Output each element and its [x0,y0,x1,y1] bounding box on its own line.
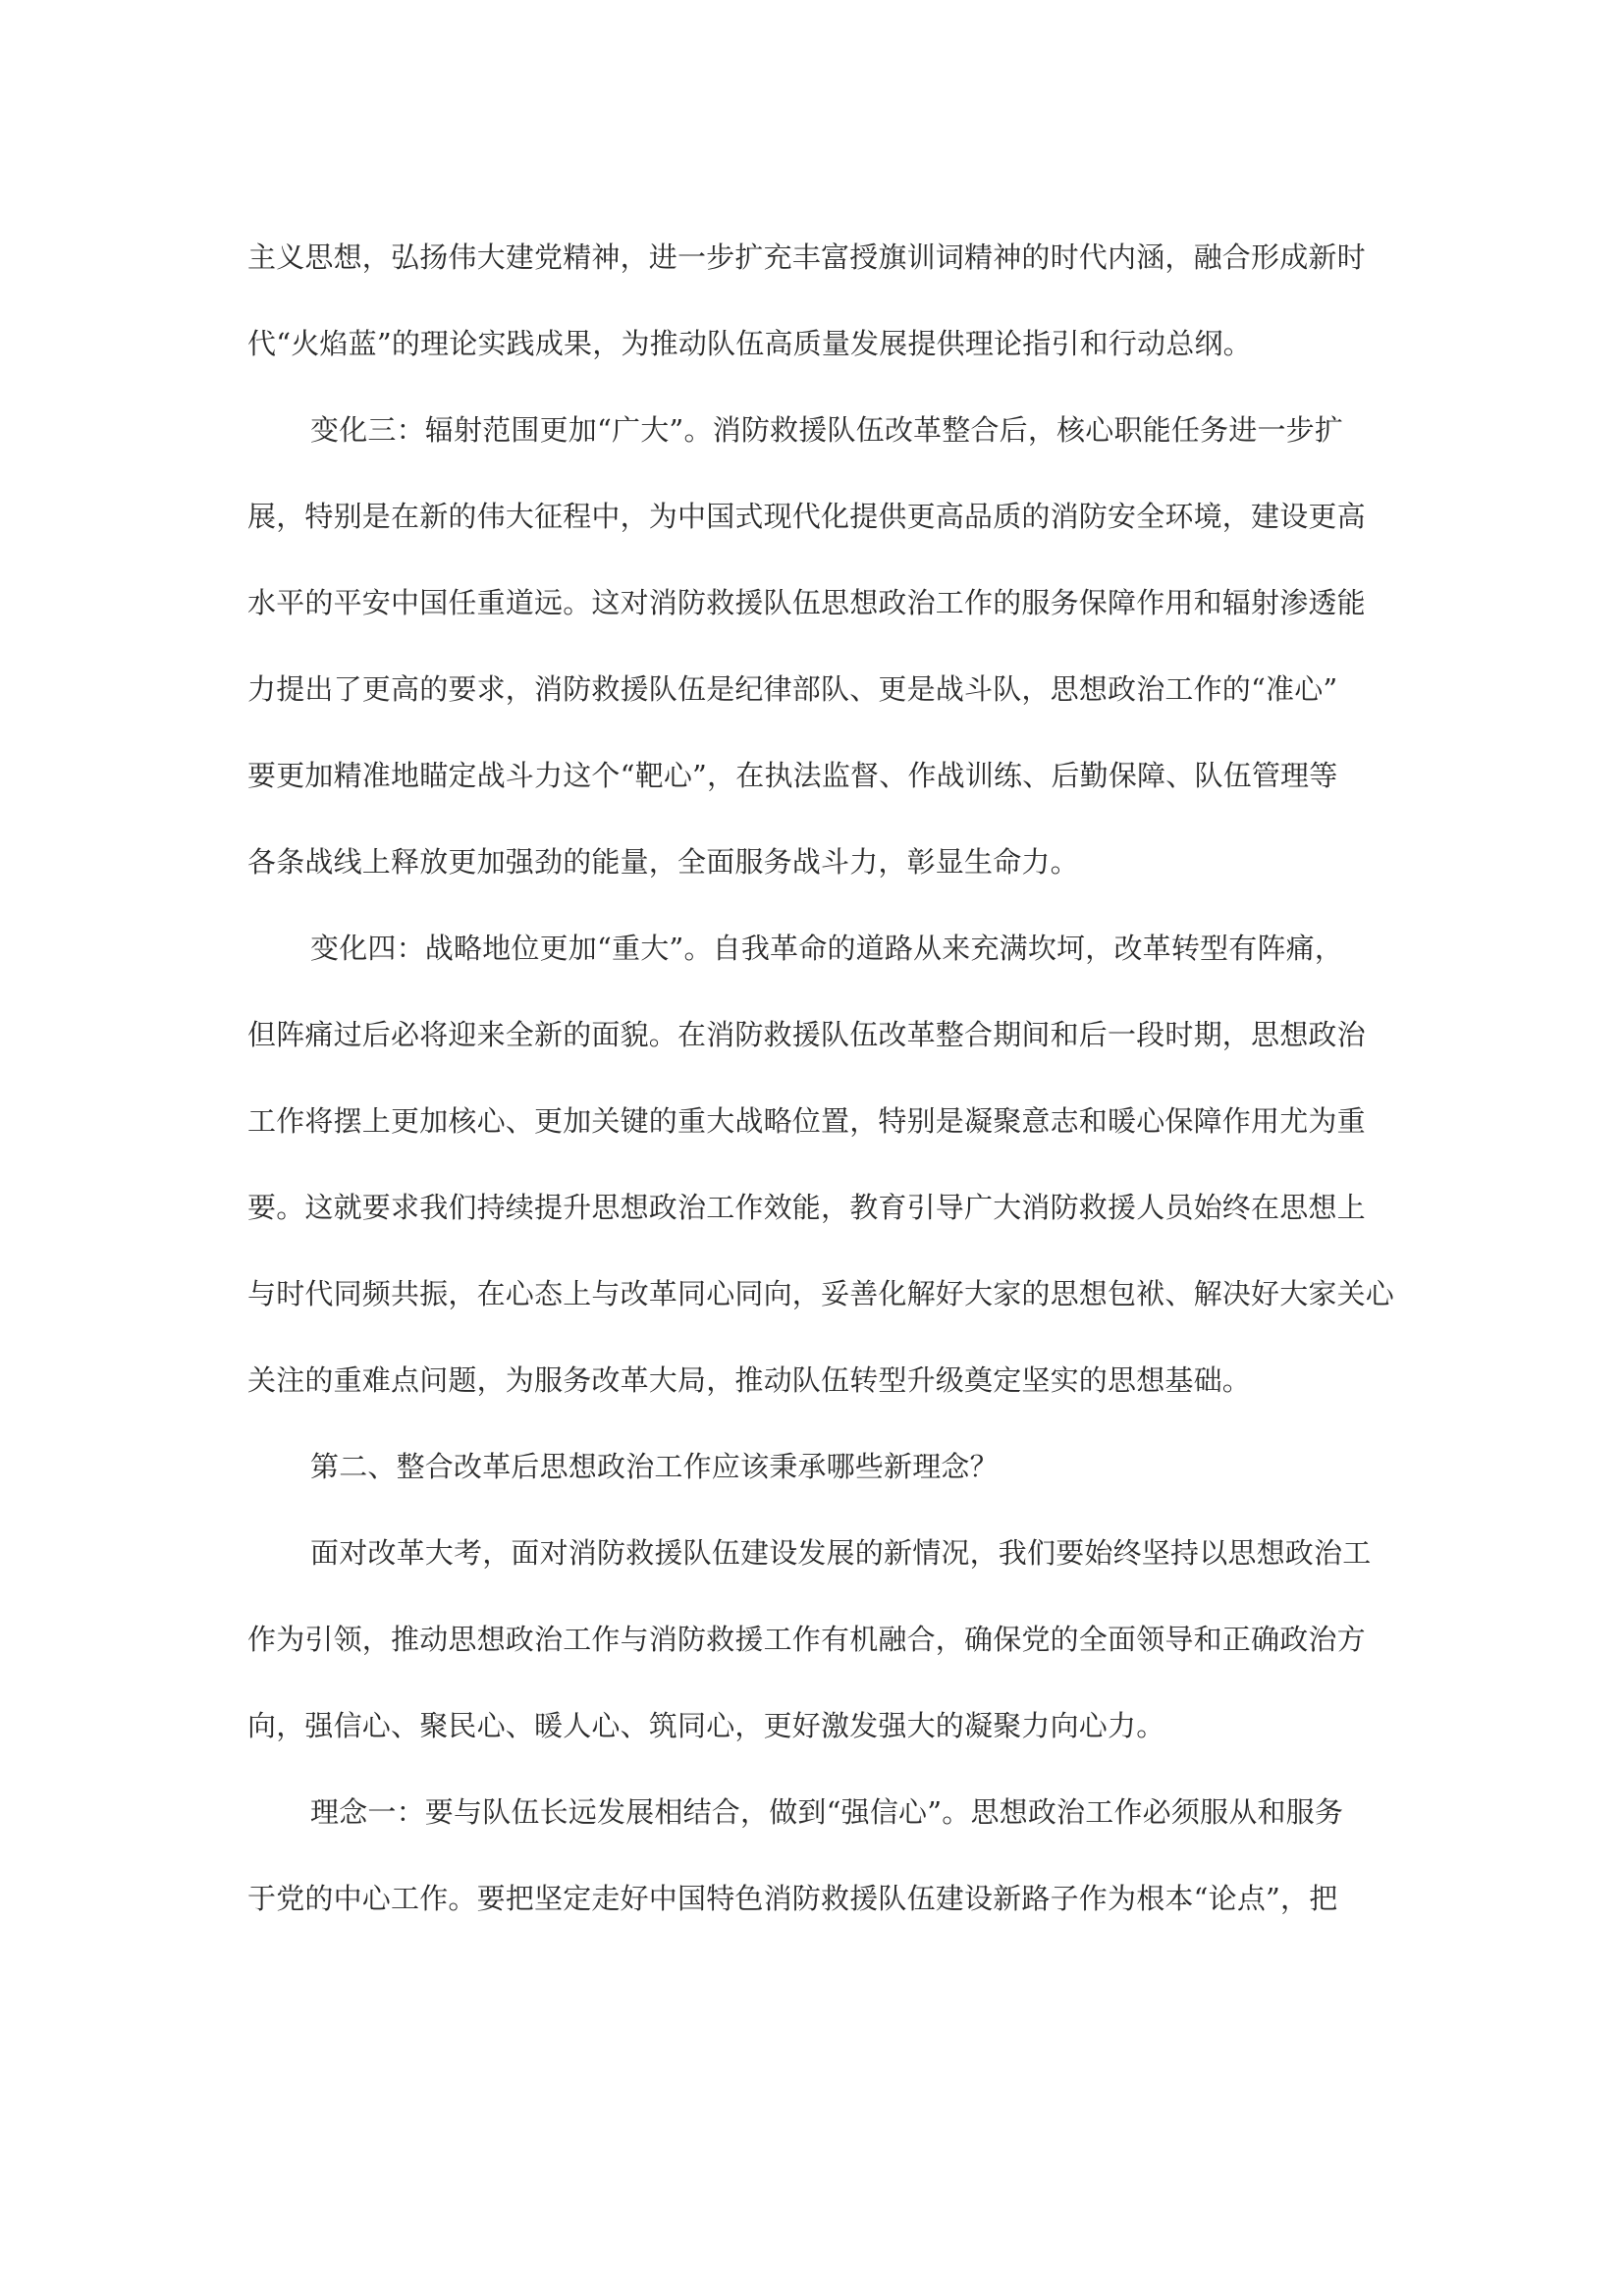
section-heading: 第二、整合改革后思想政治工作应该秉承哪些新理念？ [310,1450,999,1483]
text-line: 力提出了更高的要求，消防救援队伍是纪律部队、更是战斗队，思想政治工作的“准心” [247,672,1338,706]
text-line: 与时代同频共振，在心态上与改革同心同向，妥善化解好大家的思想包袱、解决好大家关心 [247,1277,1395,1310]
text-line: 工作将摆上更加核心、更加关键的重大战略位置，特别是凝聚意志和暖心保障作用尤为重 [247,1104,1366,1138]
document-body [247,236,1395,1963]
text-line: 向，强信心、聚民心、暖人心、筑同心，更好激发强大的凝聚力向心力。 [247,1709,1165,1742]
text-line: 主义思想，弘扬伟大建党精神，进一步扩充丰富授旗训词精神的时代内涵，融合形成新时 [247,240,1366,274]
paragraph-start-line: 面对改革大考，面对消防救援队伍建设发展的新情况，我们要始终坚持以思想政治工 [310,1536,1372,1570]
text-line: 各条战线上释放更加强劲的能量，全面服务战斗力，彰显生命力。 [247,845,1079,879]
text-line: 作为引领，推动思想政治工作与消防救援工作有机融合，确保党的全面领导和正确政治方 [247,1623,1366,1656]
text-line: 水平的平安中国任重道远。这对消防救援队伍思想政治工作的服务保障作用和辐射渗透能 [247,586,1366,619]
text-line: 关注的重难点问题，为服务改革大局，推动队伍转型升级奠定坚实的思想基础。 [247,1363,1252,1397]
text-line: 于党的中心工作。要把坚定走好中国特色消防救援队伍建设新路子作为根本“论点”，把 [247,1882,1338,1915]
text-line: 要。这就要求我们持续提升思想政治工作效能，教育引导广大消防救援人员始终在思想上 [247,1191,1366,1224]
text-line: 代“火焰蓝”的理论实践成果，为推动队伍高质量发展提供理论指引和行动总纲。 [247,327,1252,360]
paragraph-start-line: 变化四：战略地位更加“重大”。自我革命的道路从来充满坎坷，改革转型有阵痛， [310,932,1344,965]
text-line: 展，特别是在新的伟大征程中，为中国式现代化提供更高品质的消防安全环境，建设更高 [247,500,1366,533]
paragraph-start-line: 理念一：要与队伍长远发展相结合，做到“强信心”。思想政治工作必须服从和服务 [310,1795,1344,1829]
paragraph-start-line: 变化三：辐射范围更加“广大”。消防救援队伍改革整合后，核心职能任务进一步扩 [310,413,1344,447]
text-line: 要更加精准地瞄定战斗力这个“靶心”，在执法监督、作战训练、后勤保障、队伍管理等 [247,759,1338,792]
text-line: 但阵痛过后必将迎来全新的面貌。在消防救援队伍改革整合期间和后一段时期，思想政治 [247,1018,1366,1051]
